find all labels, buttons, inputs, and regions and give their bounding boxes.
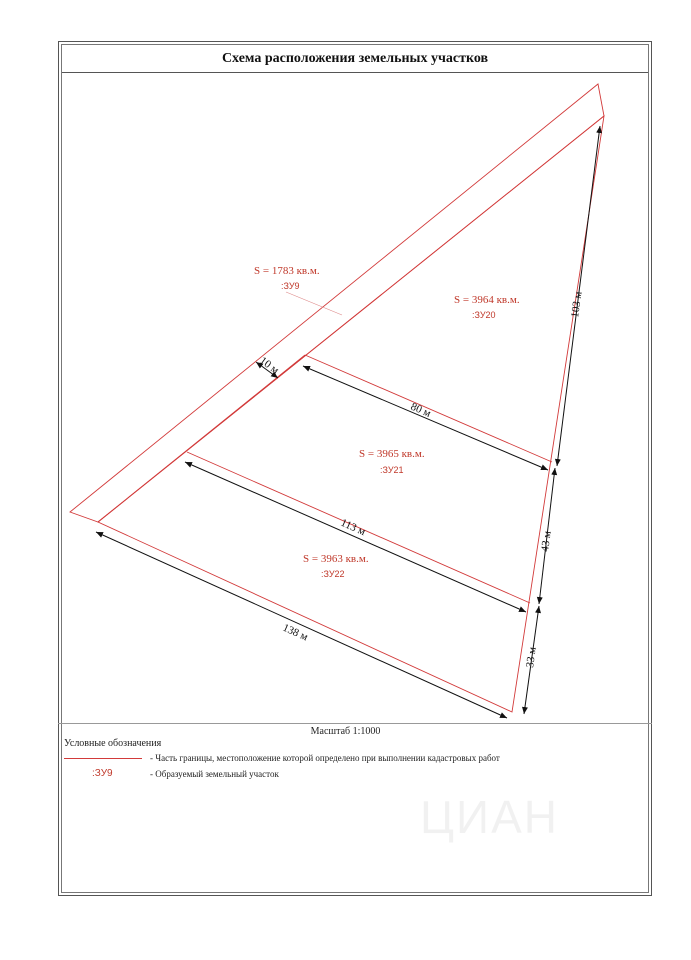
legend-title: Условные обозначения	[64, 738, 162, 749]
dimension-labels	[257, 291, 584, 669]
scale-label: Масштаб 1:1000	[310, 726, 381, 737]
watermark-logo: ЦИАН	[420, 791, 559, 843]
legend-row-boundary	[64, 753, 500, 763]
dim-label-80: 80 м	[408, 400, 433, 420]
parcel-code-zu9: :ЗУ9	[281, 281, 300, 291]
boundary-outer-triangle	[98, 116, 604, 712]
parcel-code-zu20: :ЗУ20	[472, 310, 496, 320]
legend-parcel-text: - Образуемый земельный участок	[150, 768, 279, 779]
dim-label-138: 138 м	[280, 621, 310, 644]
legend-divider	[58, 723, 652, 724]
dim-line-113	[185, 462, 526, 612]
dim-label-43: 43 м	[539, 530, 554, 553]
legend-boundary-text: - Часть границы, местоположение которой определено при выполнении кадастровых работ	[150, 753, 500, 763]
parcel-code-zu21: :ЗУ21	[380, 465, 404, 475]
parcel-area-zu22: S = 3963 кв.м.	[303, 553, 369, 565]
leader-zu9	[286, 292, 342, 315]
dim-label-103: 103 м	[569, 290, 585, 319]
boundary-parcel-zu9	[70, 84, 604, 522]
parcel-labels	[254, 265, 520, 579]
parcel-code-zu22: :ЗУ22	[321, 569, 345, 579]
parcel-area-zu21: S = 3965 кв.м.	[359, 448, 425, 460]
page-title: Схема расположения земельных участков	[62, 45, 648, 73]
dim-line-138	[96, 532, 507, 718]
parcel-area-zu20: S = 3964 кв.м.	[454, 294, 520, 306]
boundary-inner-left	[98, 355, 305, 522]
legend-row-parcel	[64, 768, 279, 779]
dim-label-10: 10 м	[257, 354, 282, 377]
parcel-boundaries	[70, 84, 604, 712]
legend-parcel-code: :ЗУ9	[92, 768, 113, 779]
parcel-area-zu9: S = 1783 кв.м.	[254, 265, 320, 277]
dim-label-113: 113 м	[338, 516, 368, 539]
legend-boundary-line-icon	[64, 758, 142, 759]
dim-label-33: 33 м	[524, 646, 539, 669]
